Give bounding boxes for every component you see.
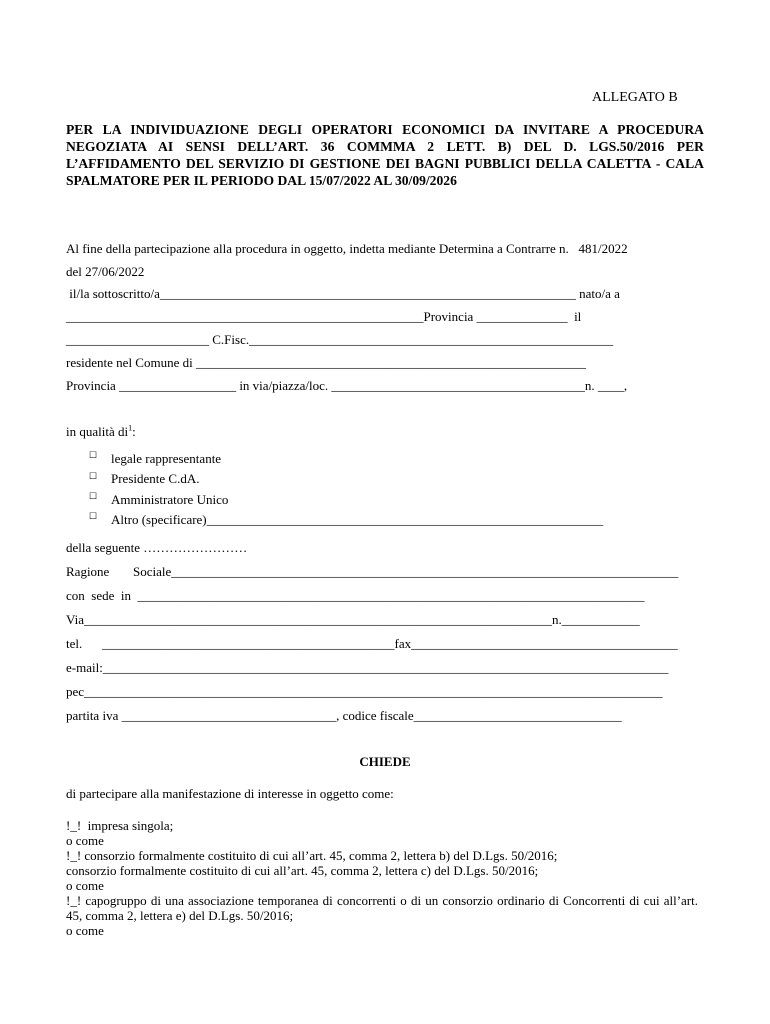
tel-fax-field[interactable]: _____________________________________________fax_________________________________________ xyxy=(102,636,678,651)
residente-field[interactable]: residente nel Comune di ____________________________________________________________ xyxy=(66,355,586,370)
consorzio-c-text: consorzio formalmente costituito di cui all’art. 45, comma 2, lettera c) del D.Lgs. 50/2016; xyxy=(66,863,539,878)
provincia-via-field[interactable]: Provincia __________________ in via/piazza/loc. _______________________________________n. ____, xyxy=(66,378,628,393)
allegato-label: ALLEGATO B xyxy=(592,90,678,105)
sede-field[interactable]: con sede in ______________________________________________________________________________ xyxy=(66,588,645,603)
checkbox-icon[interactable]: ☐ xyxy=(89,491,98,501)
option-impresa-singola[interactable]: !_! impresa singola; xyxy=(66,818,174,833)
via-field[interactable]: Via________________________________________________________________________n.____________ xyxy=(66,612,640,627)
o-come-text: o come xyxy=(66,833,104,848)
option-capogruppo[interactable]: !_! capogruppo di una associazione temporanea di concorrenti o di un consorzio ordinario di Concorrenti di cui all’art. 45, comma 2, lettera e) del D.Lgs. 50/2016; xyxy=(66,893,698,923)
option-consorzio-b[interactable]: !_! consorzio formalmente costituito di cui all’art. 45, comma 2, lettera b) del D.Lgs. 50/2016; xyxy=(66,848,558,863)
sottoscritto-field[interactable]: il/la sottoscritto/a________________________________________________________________ nato/a a xyxy=(66,286,620,301)
provincia-nascita-field[interactable]: _______________________________________________________Provincia ______________ il xyxy=(66,309,582,324)
qualita-label: in qualità $di^1$: xyxy=(66,423,136,439)
chiede-heading: CHIEDE xyxy=(359,754,411,769)
checkbox-icon[interactable]: ☐ xyxy=(89,511,98,521)
della-seguente-label: della seguente …………………… xyxy=(66,540,248,555)
o-come-text: o come xyxy=(66,878,104,893)
chiede-intro: di partecipare alla manifestazione di interesse in oggetto come: xyxy=(66,786,394,801)
option-amministratore-unico: Amministratore Unico xyxy=(111,492,229,507)
intro-line-2: del 27/06/2022 xyxy=(66,264,145,279)
document-title: PER LA INDIVIDUAZIONE DEGLI OPERATORI ECONOMICI DA INVITARE A PROCEDURA NEGOZIATA AI SENSI DELL’ART. 36 COMMMA 2 LETT. B) DEL D. LGS.50/2016 PER L’AFFIDAMENTO DEL SERVIZIO DI GESTIONE DEI BAGNI PUBBLICI DELLA CALETTA - CALA SPALMATORE PER IL PERIODO DAL 15/07/2022 AL 30/09/2026 xyxy=(66,122,704,188)
tel-label: tel. xyxy=(66,636,83,651)
option-altro[interactable]: Altro (specificare)_____________________________________________________________ xyxy=(111,512,604,527)
option-legale-rappresentante: legale rappresentante xyxy=(111,451,222,466)
partita-iva-field[interactable]: partita iva _________________________________, codice fiscale________________________________ xyxy=(66,708,622,723)
option-presidente: Presidente C.dA. xyxy=(111,471,200,486)
ragione-sociale-field[interactable]: Sociale______________________________________________________________________________ xyxy=(133,564,679,579)
email-field[interactable]: e-mail:_______________________________________________________________________________________ xyxy=(66,660,669,675)
pec-field[interactable]: pec_________________________________________________________________________________________ xyxy=(66,684,663,699)
intro-line-1: Al fine della partecipazione alla procedura in oggetto, indetta mediante Determina a Contrarre n. 481/2022 xyxy=(66,241,628,256)
checkbox-icon[interactable]: ☐ xyxy=(89,471,98,481)
ragione-label: Ragione xyxy=(66,564,110,579)
codice-fiscale-field[interactable]: ______________________ C.Fisc.________________________________________________________ xyxy=(66,332,614,347)
o-come-text: o come xyxy=(66,923,104,938)
checkbox-icon[interactable]: ☐ xyxy=(89,450,98,460)
